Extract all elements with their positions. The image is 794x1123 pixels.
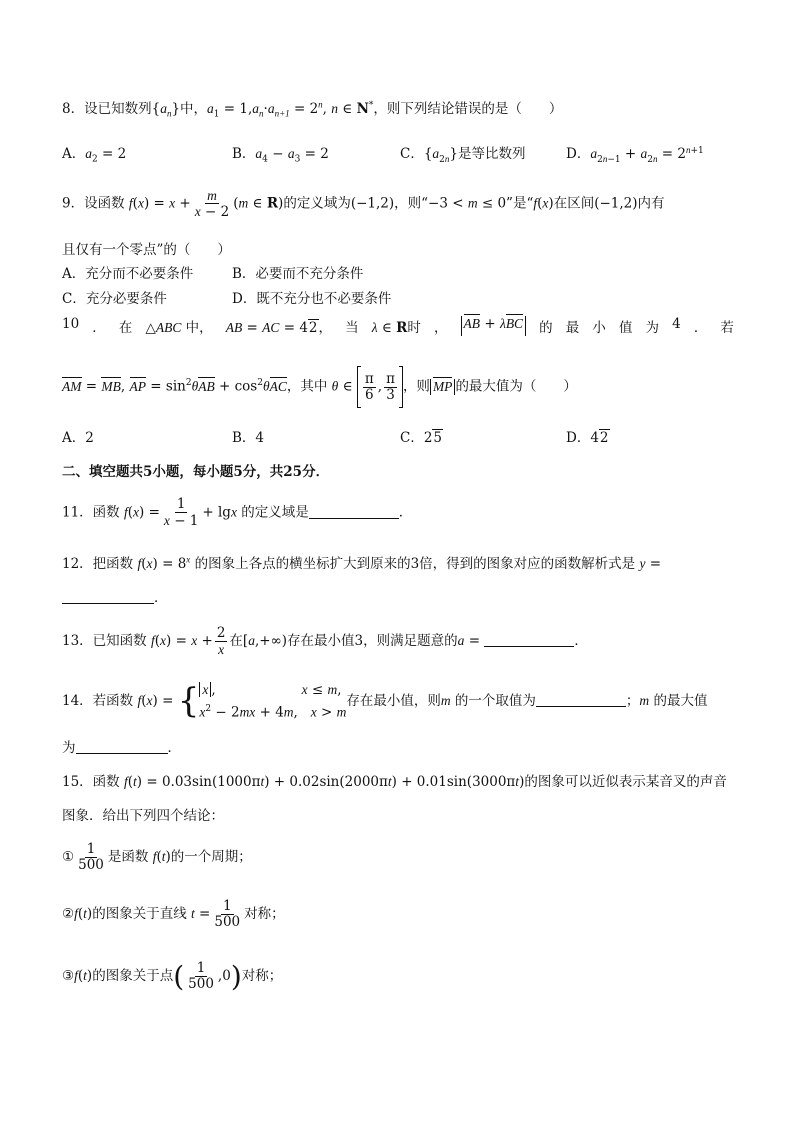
q8-option-b[interactable]: B．$a_4 - a_3 = 2$	[232, 146, 329, 165]
section-2-heading: 二、填空题共5小题，每小题5分，共25分．	[62, 464, 330, 480]
question-14-stem: 14．若函数 f(x) = { x , x ≤ m, $x^2 - 2mx + 4m$, x > m 存在最小值，则m 的一个取值为 ；m 的最大值	[62, 681, 708, 722]
q9-option-a[interactable]: A．充分而不必要条件	[62, 266, 194, 282]
q11-answer-blank[interactable]	[309, 505, 399, 519]
question-14-stem-cont: 为 ．	[62, 740, 181, 756]
question-10-stem-cont: AM = MB, AP = $\sin^2\theta AB + \cos^2\theta AC$，其中 θ ∈ $\frac{\pi}{6}$ , $\frac{\pi}{3}$ ，则 MP 的最大值为（ ）	[62, 366, 577, 408]
q10-option-a[interactable]: A．2	[62, 430, 94, 446]
q9-option-c[interactable]: C．充分必要条件	[62, 291, 167, 307]
q10-option-b[interactable]: B．4	[232, 430, 265, 446]
q9-option-b[interactable]: B．必要而不充分条件	[232, 266, 364, 282]
question-9-stem: 9．设函数 f(x) = x + $\frac{m}{x - 2}$ (m ∈ R)的定义域为(−1,2)，则“−3 < m ≤ 0”是“f(x)在区间(−1,2)内有	[62, 188, 665, 220]
question-10-stem: 10 ． 在 △ABC 中， AB = AC = 42， 当 λ ∈ R时 ， AB + λBC 的 最 小 值 为 4 ． 若	[62, 316, 734, 336]
q10-option-c[interactable]: C．25	[400, 430, 443, 446]
q8-option-d[interactable]: D．$a_{2n-1} + a_{2n} = 2^{n+1}$	[566, 144, 704, 165]
question-11: 11．函数 f(x) = $\frac{1}{x - 1}$ + lgx 的定义域是 ．	[62, 496, 413, 529]
q12-answer-blank[interactable]	[62, 590, 154, 604]
question-12-stem: 12．把函数 $f(x) = 8^x$ 的图象上各点的横坐标扩大到原来的3倍，得到的图象对应的函数解析式是 y =	[62, 554, 662, 572]
question-8-stem: 8．设已知数列$\{a_n\}$中，$a_1 = 1,a_n\cdot a_{n+1} = 2^n$, n ∈ N*，则下列结论错误的是（ ）	[62, 99, 563, 120]
q15-statement-3: ③f(t)的图象关于点( $\frac{1}{500}$ ,0)对称；	[62, 960, 283, 993]
question-15-stem-cont: 图象．给出下列四个结论：	[62, 808, 224, 824]
q10-option-d[interactable]: D．42	[566, 430, 609, 446]
q15-statement-2: ②f(t)的图象关于直线 t = $\frac{1}{500}$ 对称；	[62, 898, 285, 930]
q8-option-a[interactable]: A．$a_2 = 2$	[62, 146, 127, 165]
q13-answer-blank[interactable]	[484, 633, 574, 647]
question-12-stem-cont: ．	[62, 586, 168, 606]
q14-answer-blank-2[interactable]	[76, 740, 168, 754]
question-9-stem-cont: 且仅有一个零点”的（ ）	[62, 242, 231, 258]
q8-option-c[interactable]: C．$\{a_{2n}\}$是等比数列	[400, 146, 526, 165]
question-13: 13．已知函数 f(x) = x + $\frac{2}{x}$ 在[a,+∞)存在最小值3，则满足题意的a = ．	[62, 625, 588, 657]
question-15-stem: 15．函数 f(t) = 0.03sin(1000πt) + 0.02sin(2000πt) + 0.01sin(3000πt)的图象可以近似表示某音叉的声音	[62, 774, 727, 790]
q15-statement-1: ① $\frac{1}{500}$ 是函数 f(t)的一个周期；	[62, 841, 252, 873]
q14-answer-blank-1[interactable]	[536, 693, 626, 707]
q9-option-d[interactable]: D．既不充分也不必要条件	[232, 291, 392, 307]
